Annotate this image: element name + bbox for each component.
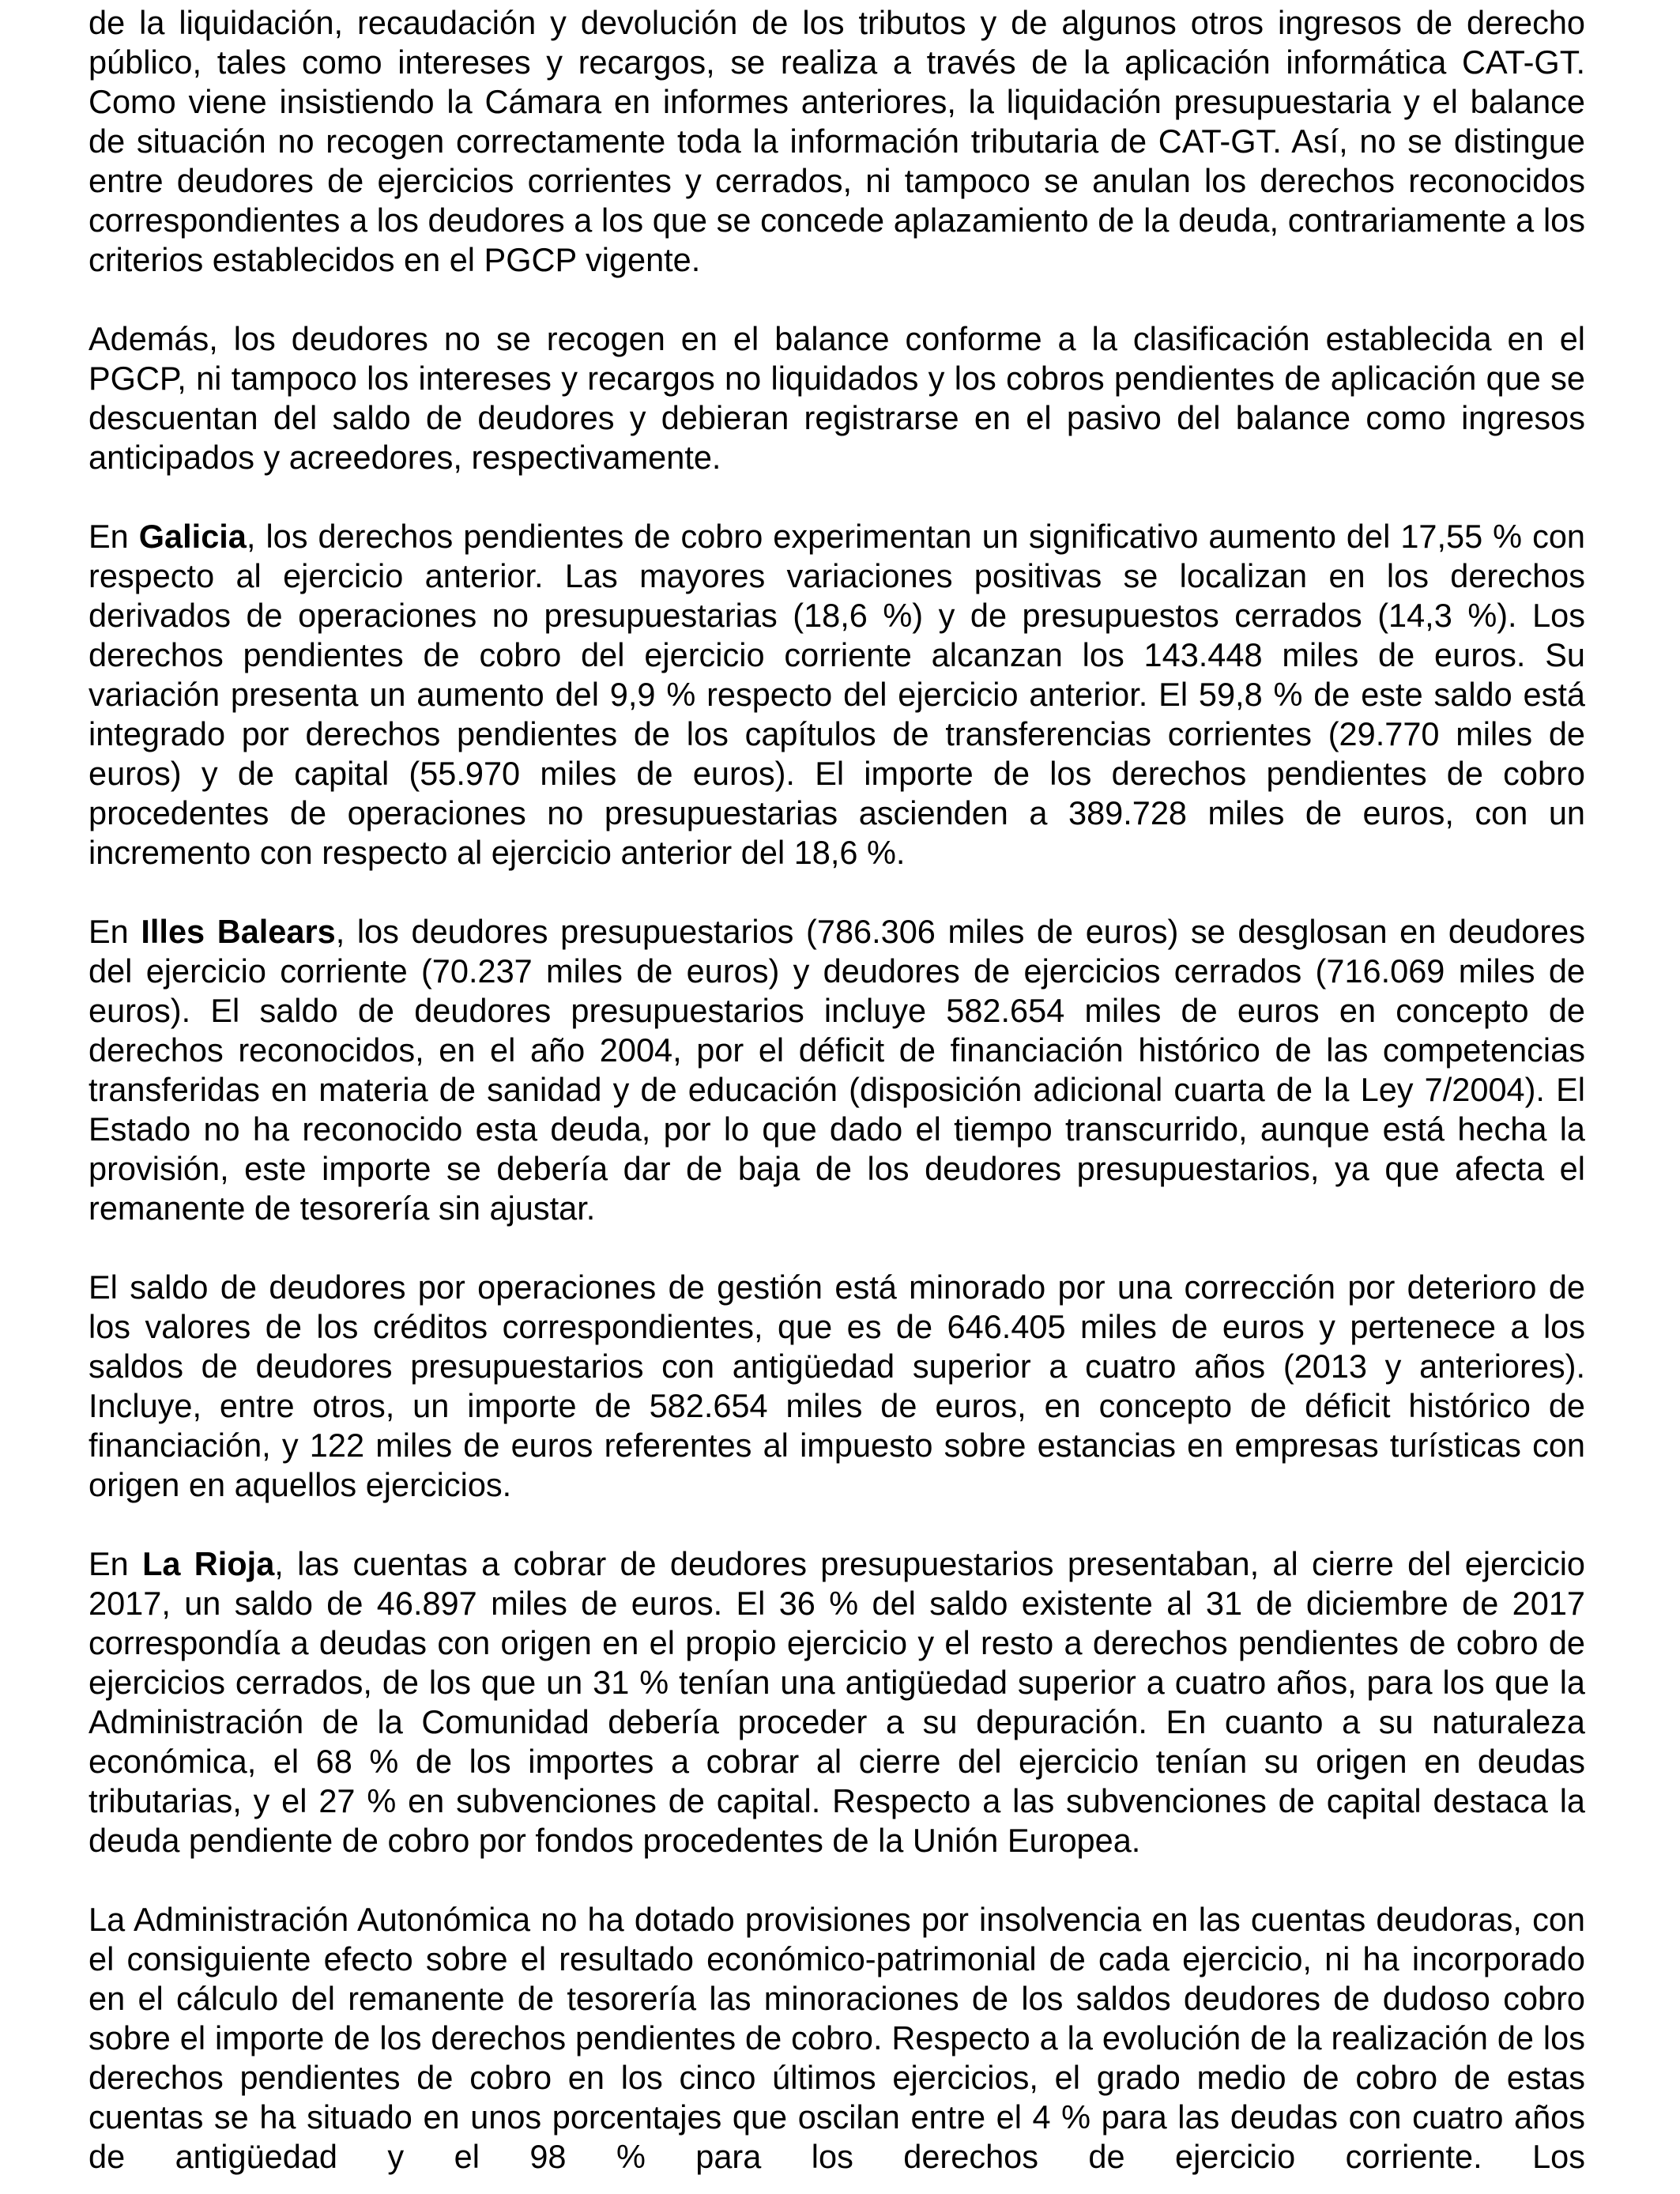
paragraph-lead: En [89,518,139,555]
paragraph-lead: En [89,913,141,950]
document-page [89,3,1585,2177]
paragraph-text: , los derechos pendientes de cobro experimentan un significativo aumento del 17,55 % con respecto al ejercicio anterior. Las mayores variaciones positivas se localizan en los derechos derivados de operaciones no presupuestarias (18,6 %) y de presupuestos cerrados (14,3 %). Los derechos pendientes de cobro del ejercicio corriente alcanzan los 143.448 miles de euros. Su variación presenta un aumento del 9,9 % respecto del ejercicio anterior. El 59,8 % de este saldo está integrado por derechos pendientes de los capítulos de transferencias corrientes (29.770 miles de euros) y de capital (55.970 miles de euros). El importe de los derechos pendientes de cobro procedentes de operaciones no presupuestarias ascienden a 389.728 miles de euros, con un incremento con respecto al ejercicio anterior del 18,6 %. [89,518,1585,871]
paragraph-text: Además, los deudores no se recogen en el balance conforme a la clasificación establecida en el PGCP, ni tampoco los intereses y recargos no liquidados y los cobros pendientes de aplicación que se descuentan del saldo de deudores y debieran registrarse en el pasivo del balance como ingresos anticipados y acreedores, respectivamente. [89,320,1585,476]
paragraph-text: , los deudores presupuestarios (786.306 miles de euros) se desglosan en deudores del ejercicio corriente (70.237 miles de euros) y deudores de ejercicios cerrados (716.069 miles de euros). El saldo de deudores presupuestarios incluye 582.654 miles de euros en concepto de derechos reconocidos, en el año 2004, por el déficit de financiación histórico de las competencias transferidas en materia de sanidad y de educación (disposición adicional cuarta de la Ley 7/2004). El Estado no ha reconocido esta deuda, por lo que dado el tiempo transcurrido, aunque está hecha la provisión, este importe se debería dar de baja de los deudores presupuestarios, ya que afecta el remanente de tesorería sin ajustar. [89,913,1585,1227]
paragraph-provisiones [89,1900,1585,2177]
paragraph-balance-classification [89,319,1585,477]
paragraph-text: de la liquidación, recaudación y devolución de los tributos y de algunos otros ingresos de derecho público, tales como intereses y recargos, se realiza a través de la aplicación informática CAT-GT. Como viene insistiendo la Cámara en informes anteriores, la liquidación presupuestaria y el balance de situación no recogen correctamente toda la información tributaria de CAT-GT. Así, no se distingue entre deudores de ejercicios corrientes y cerrados, ni tampoco se anulan los derechos reconocidos correspondientes a los deudores a los que se concede aplazamiento de la deuda, contrariamente a los criterios establecidos en el PGCP vigente. [89,4,1585,278]
paragraph-text: , las cuentas a cobrar de deudores presupuestarios presentaban, al cierre del ejercicio 2017, un saldo de 46.897 miles de euros. El 36 % del saldo existente al 31 de diciembre de 2017 correspondía a deudas con origen en el propio ejercicio y el resto a derechos pendientes de cobro de ejercicios cerrados, de los que un 31 % tenían una antigüedad superior a cuatro años, para los que la Administración de la Comunidad debería proceder a su depuración. En cuanto a su naturaleza económica, el 68 % de los importes a cobrar al cierre del ejercicio tenían su origen en deudas tributarias, y el 27 % en subvenciones de capital. Respecto a las subvenciones de capital destaca la deuda pendiente de cobro por fondos procedentes de la Unión Europea. [89,1545,1586,1859]
paragraph-lead: En [89,1545,143,1582]
paragraph-text: El saldo de deudores por operaciones de gestión está minorado por una corrección por deterioro de los valores de los créditos correspondientes, que es de 646.405 miles de euros y pertenece a los saldos de deudores presupuestarios con antigüedad superior a cuatro años (2013 y anteriores). Incluye, entre otros, un importe de 582.654 miles de euros, en concepto de déficit histórico de financiación, y 122 miles de euros referentes al impuesto sobre estancias en empresas turísticas con origen en aquellos ejercicios. [89,1269,1585,1503]
paragraph-la-rioja [89,1544,1585,1860]
paragraph-galicia [89,517,1585,873]
paragraph-deterioro [89,1268,1585,1505]
region-name-galicia: Galicia [138,518,247,555]
region-name-illes-balears: Illes Balears [141,913,336,950]
region-name-la-rioja: La Rioja [142,1545,275,1582]
paragraph-illes-balears [89,912,1585,1228]
paragraph-cat-gt [89,3,1585,280]
paragraph-text: La Administración Autonómica no ha dotado provisiones por insolvencia en las cuentas deudoras, con el consiguiente efecto sobre el resultado económico-patrimonial de cada ejercicio, ni ha incorporado en el cálculo del remanente de tesorería las minoraciones de los saldos deudores de dudoso cobro sobre el importe de los derechos pendientes de cobro. Respecto a la evolución de la realización de los derechos pendientes de cobro en los cinco últimos ejercicios, el grado medio de cobro de estas cuentas se ha situado en unos porcentajes que oscilan entre el 4 % para las deudas con cuatro años de antigüedad y el 98 % para los derechos de ejercicio corriente. Los [89,1901,1585,2175]
